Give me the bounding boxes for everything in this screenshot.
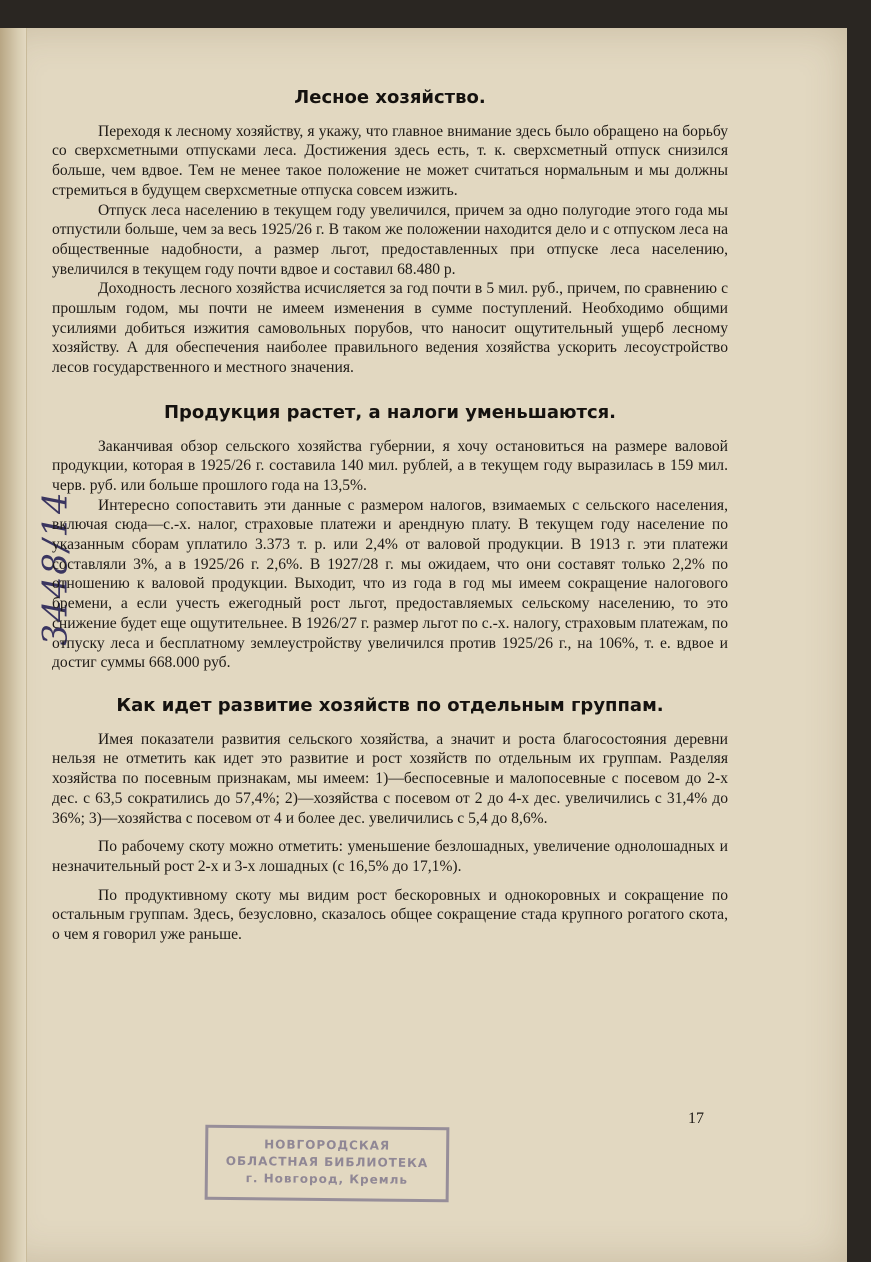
stamp-line: НОВГОРОДСКАЯ: [264, 1137, 391, 1153]
paragraph: Заканчивая обзор сельского хозяйства губернии, я хочу остановиться на размере валовой продукции, которая в 1925/26 г. составила 140 мил. рублей, а в текущем году выразилась в 159 мил. черв. руб. или больше прошлого года на 13,5%.: [52, 437, 728, 494]
page-number: 17: [688, 1110, 704, 1127]
paragraph: По рабочему скоту можно отметить: уменьшение безлошадных, увеличение однолошадных и незначительный рост 2-х и 3-х лошадных (с 16,5% до 17,1%).: [52, 838, 728, 875]
library-stamp: [205, 1125, 450, 1203]
paragraph: Имея показатели развития сельского хозяйства, а значит и роста благосостояния деревни нельзя не отметить как идет это развитие и рост хозяйств по отдельным их группам. Разделяя хозяйства по посевным признакам, мы имеем: 1)—беспосевные и малопосевные с посевом до 2-х дес. с 63,5 сократились до 57,4%; 2)—хозяйства с посевом от 2 до 4-х дес. увеличились с 31,4% до 36%; 3)—хозяйства с посевом от 4 и более дес. увеличились с 5,4 до 8,6%.: [52, 730, 728, 827]
paragraph: Переходя к лесному хозяйству, я укажу, что главное внимание здесь было обращено на борьбу со сверхсметными отпусками леса. Достижения здесь есть, т. к. сверхсметный отпуск снизился больше, чем вдвое. Тем не менее такое положение не может считаться нормальным и мы должны стремиться в будущем сверхсметные отпуска совсем изжить.: [52, 122, 728, 199]
stamp-line: ОБЛАСТНАЯ БИБЛИОТЕКА: [225, 1153, 429, 1171]
handwritten-margin-note: 3448/14: [35, 490, 76, 646]
book-spine: [0, 28, 27, 1262]
paragraph: По продуктивному скоту мы видим рост бескоровных и однокоровных и сокращение по остальным группам. Здесь, безусловно, сказалось общее сокращение стада крупного рогатого скота, о чем я говорил уже раньше.: [52, 886, 728, 944]
paragraph: Интересно сопоставить эти данные с размером налогов, взимаемых с сельского населения, включая сюда—с.-х. налог, страховые платежи и арендную плату. В текущем году население по указанным сборам уплатило 3.373 т. р. или 2,4% от валовой продукции. В 1913 г. эти платежи составляли 3%, а в 1925/26 г. 2,6%. В 1927/28 г. мы ожидаем, что они составят только 2,2% по отношению к валовой продукции. Выходит, что из года в год мы имеем сокращение налогового бремени, а если учесть ежегодный рост льгот, предоставляемых сельскому населению, то это снижение будет еще ощутительнее. В 1926/27 г. размер льгот по с.-х. налогу, страховым платежам, по отпуску леса и бесплатному землеустройству увеличился против 1925/26 г., на 106%, т. е. вдвое и достиг суммы 668.000 руб.: [52, 496, 728, 672]
section-heading-forestry: Лесное хозяйство.: [294, 87, 486, 108]
section-heading-groups: Как идет развитие хозяйств по отдельным группам.: [116, 694, 664, 716]
stamp-line: г. Новгород, Кремль: [245, 1171, 409, 1187]
paragraph: Отпуск леса населению в текущем году увеличился, причем за одно полугодие этого года мы отпустили больше, чем за весь 1925/26 г. В таком же положении находится дело и с отпуском леса на общественные надобности, а размер льгот, предоставленных при отпуске леса населению, увеличился в текущем году почти вдвое и составил 68.480 р.: [52, 201, 728, 278]
paragraph: Доходность лесного хозяйства исчисляется за год почти в 5 мил. руб., причем, по сравнению с прошлым годом, мы почти не имеем изменения в сумме поступлений. Необходимо общими усилиями добиться изжития самовольных порубов, что наносит ощутительный ущерб лесному хозяйству. А для обеспечения наиболее правильного ведения хозяйства ускорить лесоустройство лесов государственного и местного значения.: [52, 280, 728, 377]
section-heading-production: Продукция растет, а налоги уменьшаются.: [163, 401, 617, 423]
page-content: [52, 88, 728, 945]
